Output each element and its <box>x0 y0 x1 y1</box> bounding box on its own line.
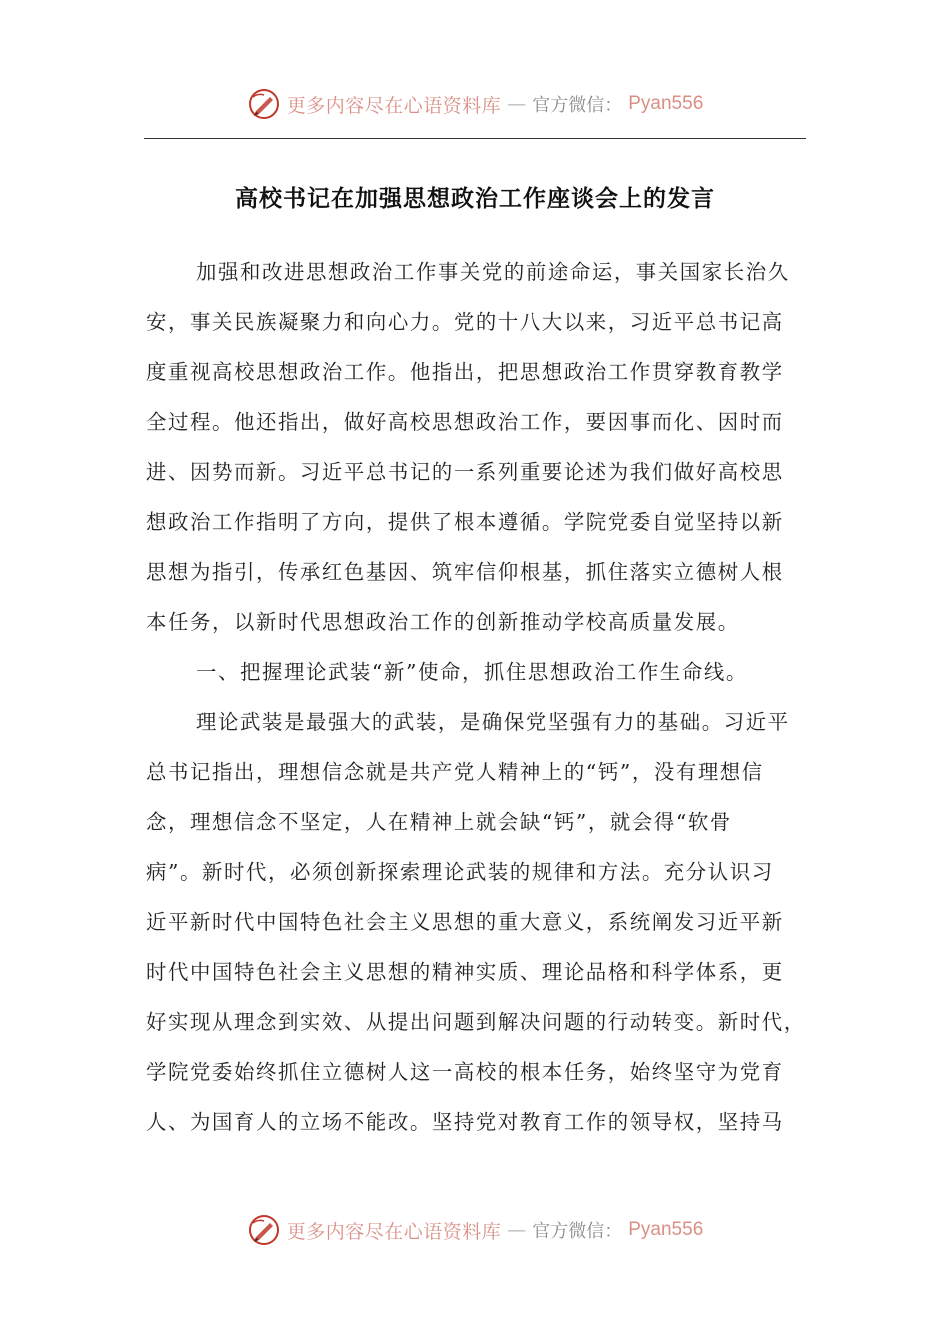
body-line: 好实现从理念到实效、从提出问题到解决问题的行动转变。新时代， <box>146 1010 806 1034</box>
body-line: 进、因势而新。习近平总书记的一系列重要论述为我们做好高校思 <box>146 460 784 484</box>
wechat-label: 官方微信： <box>532 1221 623 1242</box>
body-line: 度重视高校思想政治工作。他指出，把思想政治工作贯穿教育教学 <box>146 360 784 384</box>
body-line: 病”。新时代，必须创新探索理论武装的规律和方法。充分认识习 <box>146 860 774 884</box>
document-body <box>146 247 806 1147</box>
section-heading: 一、把握理论武装“新”使命，抓住思想政治工作生命线。 <box>196 660 748 684</box>
body-line: 人、为国育人的立场不能改。坚持党对教育工作的领导权，坚持马 <box>146 1110 784 1134</box>
wechat-id: Pyan556 <box>628 1219 704 1240</box>
body-line: 念，理想信念不坚定，人在精神上就会缺“钙”，就会得“软骨 <box>146 810 732 834</box>
body-line: 学院党委始终抓住立德树人这一高校的根本任务，始终坚守为党育 <box>146 1060 784 1084</box>
brand-dash: — <box>507 1219 527 1241</box>
body-line: 总书记指出，理想信念就是共产党人精神上的“钙”，没有理想信 <box>146 760 764 784</box>
wechat-id: Pyan556 <box>628 93 704 114</box>
body-line: 理论武装是最强大的武装，是确保党坚强有力的基础。习近平 <box>196 710 790 734</box>
body-line: 想政治工作指明了方向，提供了根本遵循。学院党委自觉坚持以新 <box>146 510 784 534</box>
body-line: 时代中国特色社会主义思想的精神实质、理论品格和科学体系，更 <box>146 960 784 984</box>
pen-logo-icon <box>247 87 281 121</box>
body-line: 全过程。他还指出，做好高校思想政治工作，要因事而化、因时而 <box>146 410 784 434</box>
pen-logo-icon <box>247 1213 281 1247</box>
body-line: 安，事关民族凝聚力和向心力。党的十八大以来，习近平总书记高 <box>146 310 784 334</box>
body-line: 本任务，以新时代思想政治工作的创新推动学校高质量发展。 <box>146 610 740 634</box>
header-rule <box>144 138 806 139</box>
brand-text: 更多内容尽在心语资料库 <box>286 94 502 117</box>
brand-text: 更多内容尽在心语资料库 <box>286 1220 502 1243</box>
brand-dash: — <box>507 93 527 115</box>
body-line: 加强和改进思想政治工作事关党的前途命运，事关国家长治久 <box>196 260 790 284</box>
wechat-label: 官方微信： <box>532 95 623 116</box>
document-title: 高校书记在加强思想政治工作座谈会上的发言 <box>235 185 715 212</box>
header-banner <box>0 84 950 124</box>
body-line: 思想为指引，传承红色基因、筑牢信仰根基，抓住落实立德树人根 <box>146 560 784 584</box>
footer-banner <box>0 1210 950 1250</box>
body-line: 近平新时代中国特色社会主义思想的重大意义，系统阐发习近平新 <box>146 910 784 934</box>
